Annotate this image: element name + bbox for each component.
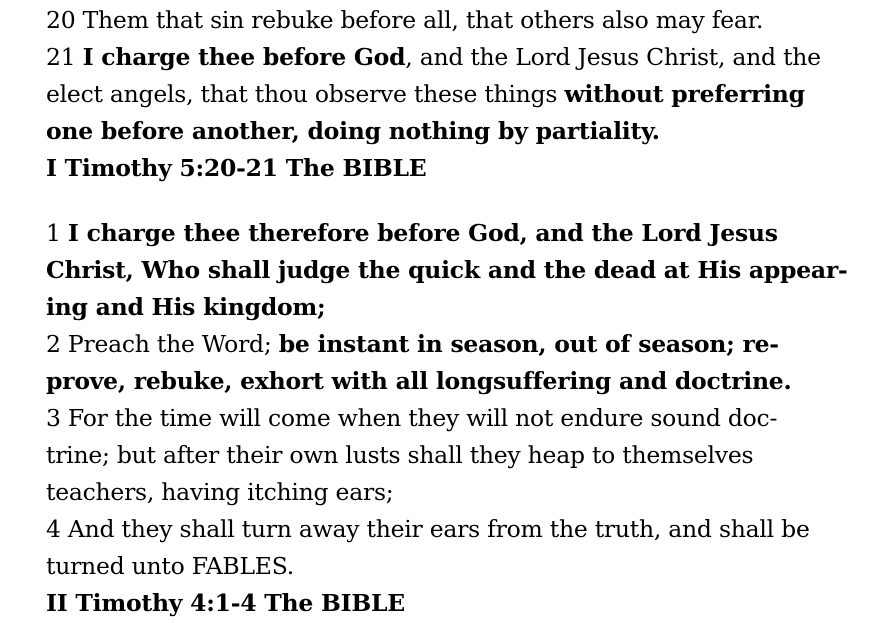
text-line (46, 76, 866, 113)
text-line (46, 548, 866, 585)
text-run: 21 (46, 43, 83, 71)
text-run: 4 And they shall turn away their ears from the truth, and shall be (46, 515, 810, 543)
text-line (46, 326, 866, 363)
bold-text-run: prove, rebuke, exhort with all longsuffering and doctrine. (46, 367, 792, 395)
text-run: , and the Lord Jesus Christ, and the (405, 43, 821, 71)
text-line (46, 215, 866, 252)
text-line (46, 511, 866, 548)
passage-2-timothy-4 (46, 215, 866, 622)
text-run: 1 (46, 219, 68, 247)
text-run: trine; but after their own lusts shall they heap to themselves (46, 441, 754, 469)
bold-text-run: one before another, doing nothing by partiality. (46, 117, 660, 145)
text-line (46, 2, 866, 39)
bold-text-run: II Timothy 4:1-4 The BIBLE (46, 589, 405, 617)
text-line (46, 150, 866, 187)
bold-text-run: I Timothy 5:20-21 The BIBLE (46, 154, 427, 182)
passage-1-timothy-5 (46, 2, 866, 187)
text-run: turned unto FABLES. (46, 552, 294, 580)
text-line (46, 474, 866, 511)
bold-text-run: Christ, Who shall judge the quick and the dead at His appear- (46, 256, 848, 284)
text-run: teachers, having itching ears; (46, 478, 394, 506)
bold-text-run: I charge thee therefore before God, and the Lord Jesus (67, 219, 778, 247)
text-line (46, 585, 866, 622)
text-line (46, 400, 866, 437)
text-line (46, 39, 866, 76)
text-run: 20 Them that sin rebuke before all, that others also may fear. (46, 6, 764, 34)
bold-text-run: be instant in season, out of season; re- (278, 330, 779, 358)
text-run: elect angels, that thou observe these things (46, 80, 565, 108)
bold-text-run: without preferring (564, 80, 805, 108)
paragraph-gap (46, 187, 866, 215)
text-line (46, 252, 866, 289)
bold-text-run: I charge thee before God (82, 43, 406, 71)
document-page (46, 2, 866, 622)
text-run: 2 Preach the Word; (46, 330, 279, 358)
bold-text-run: ing and His kingdom; (46, 293, 326, 321)
text-line (46, 363, 866, 400)
text-line (46, 289, 866, 326)
text-run: 3 For the time will come when they will not endure sound doc- (46, 404, 778, 432)
text-line (46, 437, 866, 474)
text-line (46, 113, 866, 150)
